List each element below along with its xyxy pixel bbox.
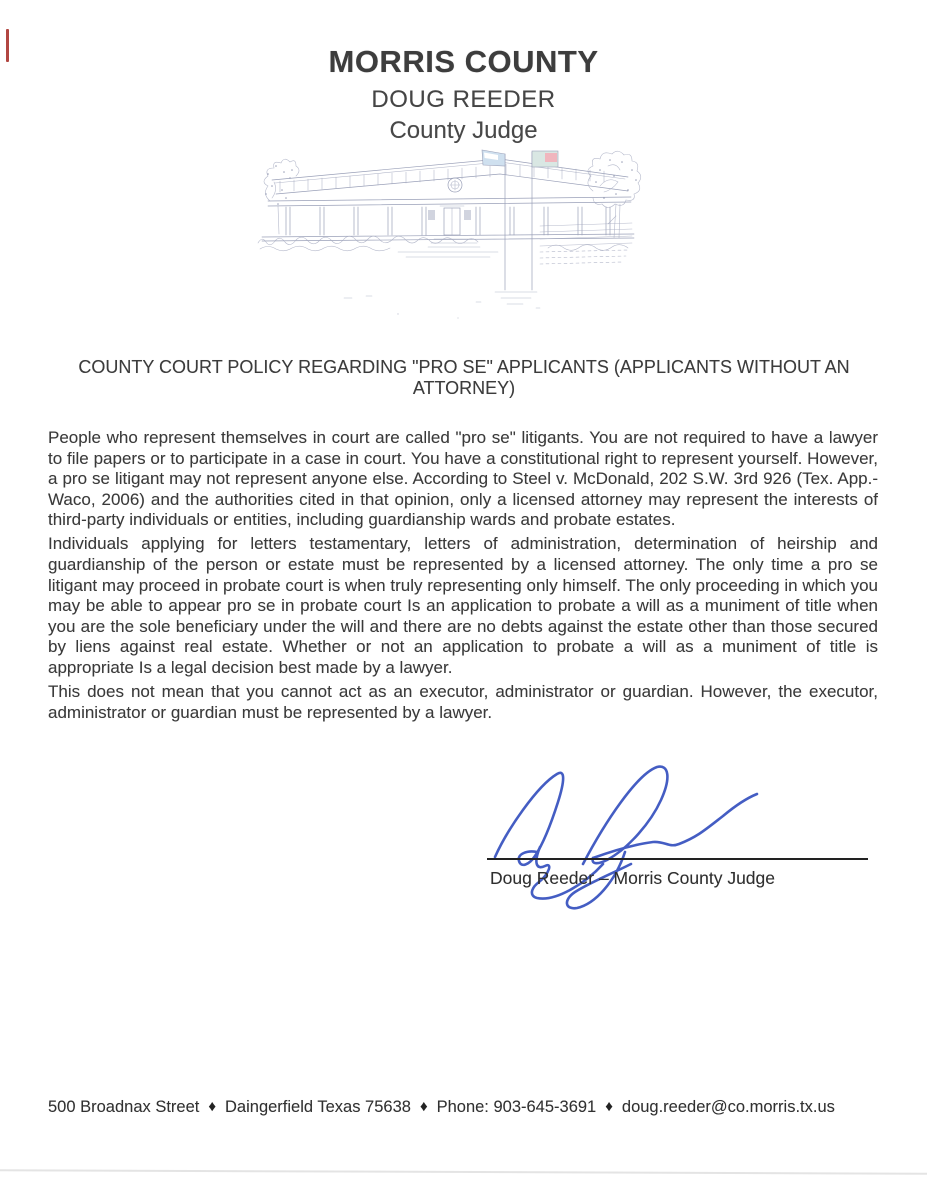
scan-artifact-line bbox=[0, 1169, 927, 1174]
signature-stroke-first bbox=[495, 773, 563, 865]
right-tree bbox=[588, 151, 641, 238]
diamond-separator-icon: ♦ bbox=[208, 1098, 217, 1115]
signature-printed-name: Doug Reeder – Morris County Judge bbox=[490, 868, 776, 888]
policy-title: COUNTY COURT POLICY REGARDING "PRO SE" APPLICANTS (APPLICANTS WITHOUT AN ATTORNEY) bbox=[78, 357, 850, 398]
footer-email: doug.reeder@co.morris.tx.us bbox=[621, 1098, 835, 1116]
signature-stroke-second bbox=[583, 767, 667, 864]
letterhead-judge-name: DOUG REEDER bbox=[371, 86, 556, 113]
courthouse-roof bbox=[272, 159, 628, 194]
texas-flag-icon bbox=[482, 150, 505, 166]
footer-address: 500 Broadnax Street bbox=[48, 1098, 200, 1116]
letterhead-judge-title: County Judge bbox=[389, 117, 538, 144]
paragraph-pro-se-definition: People who represent themselves in court are called "pro se" litigants. You are not required to have a lawyer to file papers or to participate in a case in court. You have a constitutional right to represent yourself. However, a pro se litigant may not represent anyone else. According to Steel v. McDonald, 202 S.W. 3rd 926 (Tex. App.-Waco, 2006) and the authorities cited in that opinion, only a licensed attorney may represent the interests of third-party individuals or entities, including guardianship wards and probate estates. bbox=[48, 428, 878, 530]
county-seal-icon bbox=[448, 178, 462, 192]
courthouse-colonnade bbox=[262, 197, 634, 241]
footer-city: Daingerfield Texas 75638 bbox=[225, 1098, 411, 1116]
left-tree bbox=[264, 159, 299, 234]
courthouse-illustration bbox=[248, 146, 648, 331]
courthouse-right-wing bbox=[540, 223, 632, 264]
footer-contact-line bbox=[48, 1098, 898, 1117]
diamond-separator-icon: ♦ bbox=[605, 1098, 613, 1115]
diamond-separator-icon: ♦ bbox=[419, 1098, 428, 1115]
footer-phone: Phone: 903-645-3691 bbox=[436, 1098, 597, 1116]
us-flag-icon bbox=[532, 151, 558, 167]
walkway-marks bbox=[344, 252, 540, 319]
paragraph-executor-note: This does not mean that you cannot act as an executor, administrator or guardian. However, the executor, administrator or guardian must be represented by a lawyer. bbox=[48, 682, 878, 722]
letterhead-county-name: MORRIS COUNTY bbox=[328, 44, 599, 79]
paragraph-probate-requirements: Individuals applying for letters testamentary, letters of administration, determination of heirship and guardianship of the person or estate must be represented by a licensed attorney. The only time a pro se litigant may proceed in probate court is when truly representing only himself. The only proceeding in which you may be able to appear pro se in probate court Is an application to probate a will as a muniment of title when you are the sole beneficiary under the will and there are no debts against the estate other than those secured by liens against real estate. Whether or not an application to probate a will as a muniment of title is appropriate Is a legal decision best made by a lawyer. bbox=[48, 534, 878, 678]
policy-body bbox=[48, 428, 878, 727]
signature-line bbox=[487, 858, 868, 860]
signature-stroke-second-tail bbox=[593, 794, 757, 858]
